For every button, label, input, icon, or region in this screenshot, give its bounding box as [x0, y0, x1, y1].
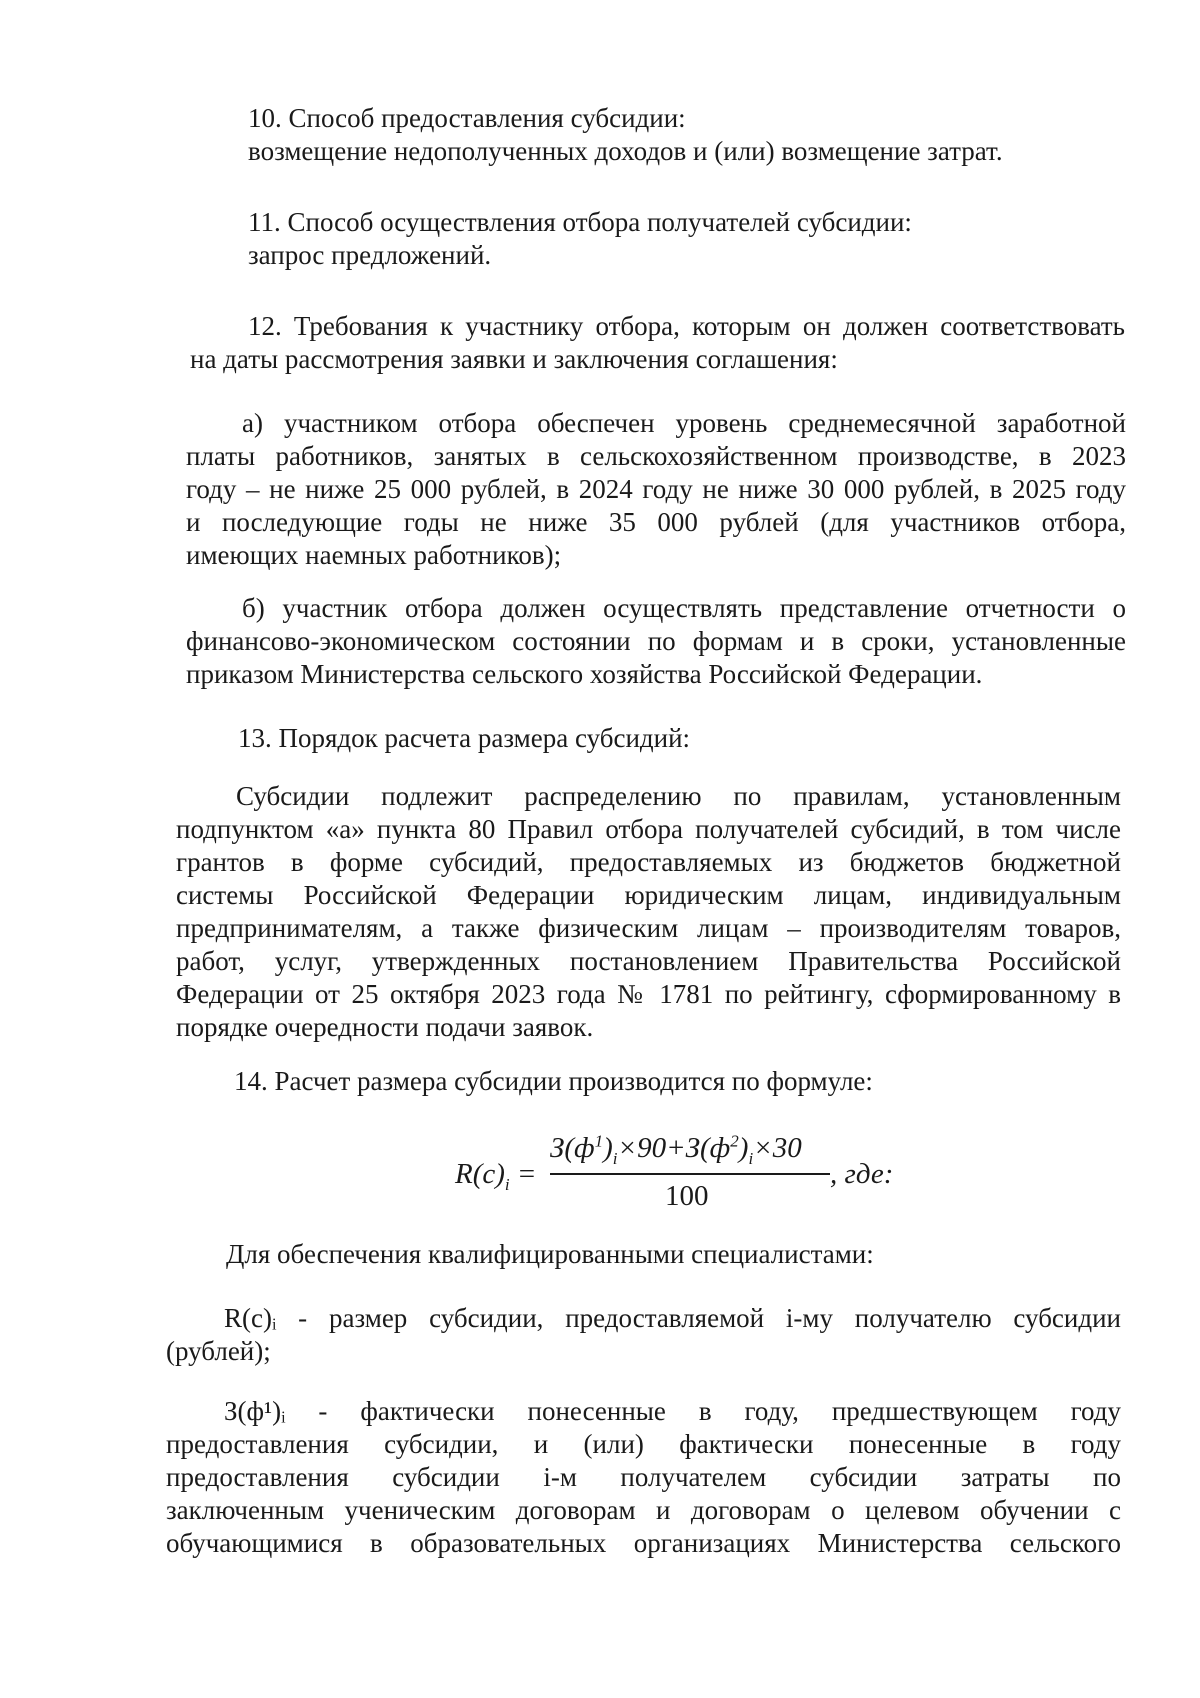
section-10	[248, 102, 1003, 168]
section-10-text: возмещение недополученных доходов и (или) возмещение затрат.	[248, 136, 1003, 166]
section-11-text: запрос предложений.	[248, 240, 492, 270]
section-14-title: 14. Расчет размера субсидии производится по формуле:	[234, 1066, 873, 1096]
section-13-line: порядке очередности подачи заявок.	[176, 1012, 594, 1042]
definition-r-line: R(c)ᵢ - размер субсидии, предоставляемой i-му получателю субсидии	[224, 1303, 1121, 1333]
item-a-line: а) участником отбора обеспечен уровень среднемесячной заработной	[242, 408, 1126, 438]
section-12-item-b	[186, 592, 1126, 691]
item-a-line: году – не ниже 25 000 рублей, в 2024 году не ниже 30 000 рублей, в 2025 году	[186, 474, 1126, 504]
section-13-title: 13. Порядок расчета размера субсидий:	[238, 723, 691, 753]
section-13-title-block	[238, 722, 690, 755]
item-b-line: б) участник отбора должен осуществлять представление отчетности о	[242, 593, 1126, 623]
item-b-line: финансово-экономическом состоянии по формам и в сроки, установленные	[186, 626, 1126, 656]
section-12-line: на даты рассмотрения заявки и заключения соглашения:	[190, 344, 838, 374]
section-11-title: 11. Способ осуществления отбора получателей субсидии:	[248, 207, 912, 237]
section-13-line: грантов в форме субсидий, предоставляемых из бюджетов бюджетной	[176, 847, 1121, 877]
definition-z	[166, 1395, 1121, 1560]
definition-z-line: предоставления субсидии i-м получателем субсидии затраты по	[166, 1462, 1121, 1492]
definition-z-line: З(ф¹)ᵢ - фактически понесенные в году, предшествующем году	[224, 1396, 1121, 1426]
definition-z-line: заключенным ученическим договорам и договорам о целевом обучении с	[166, 1495, 1121, 1525]
item-b-line: приказом Министерства сельского хозяйства Российской Федерации.	[186, 659, 983, 689]
subsidy-formula	[455, 1132, 915, 1222]
section-13-line: системы Российской Федерации юридическим лицам, индивидуальным	[176, 880, 1121, 910]
section-13-line: Федерации от 25 октября 2023 года № 1781 по рейтингу, сформированному в	[176, 979, 1121, 1009]
formula-lhs: $R(c)_i$ =	[455, 1158, 537, 1194]
section-12-item-a	[186, 407, 1126, 572]
section-13-line: предпринимателям, а также физическим лицам – производителям товаров,	[176, 913, 1121, 943]
section-12-intro	[190, 310, 1125, 376]
section-11	[248, 206, 912, 272]
section-13-line: подпунктом «а» пункта 80 Правил отбора получателей субсидий, в том числе	[176, 814, 1121, 844]
section-14-subheading: Для обеспечения квалифицированными специалистами:	[226, 1239, 874, 1269]
section-13-body	[176, 780, 1121, 1044]
item-a-line: платы работников, занятых в сельскохозяйственном производстве, в 2023	[186, 441, 1126, 471]
section-10-title: 10. Способ предоставления субсидии:	[248, 103, 686, 133]
definition-z-line: предоставления субсидии, и (или) фактически понесенные в году	[166, 1429, 1121, 1459]
section-13-line: работ, услуг, утвержденных постановлением Правительства Российской	[176, 946, 1121, 976]
item-a-line: и последующие годы не ниже 35 000 рублей (для участников отбора,	[186, 507, 1126, 537]
section-12-line: 12. Требования к участнику отбора, которым он должен соответствовать	[248, 311, 1125, 341]
definition-r-line: (рублей);	[166, 1336, 271, 1366]
section-14-subheading-block	[226, 1238, 874, 1271]
section-13-line: Субсидии подлежит распределению по правилам, установленным	[236, 781, 1121, 811]
formula-fraction-bar	[550, 1173, 830, 1175]
section-14-title-block	[234, 1065, 873, 1098]
definition-r	[166, 1302, 1121, 1368]
formula-denominator: 100	[665, 1180, 709, 1212]
formula-numerator: $З(ф^1)_i\times 90+З(ф^2)_i\times 30$	[550, 1131, 802, 1168]
item-a-line: имеющих наемных работников);	[186, 540, 562, 570]
formula-tail: , где:	[830, 1158, 894, 1190]
definition-z-line: обучающимися в образовательных организациях Министерства сельского	[166, 1528, 1121, 1558]
